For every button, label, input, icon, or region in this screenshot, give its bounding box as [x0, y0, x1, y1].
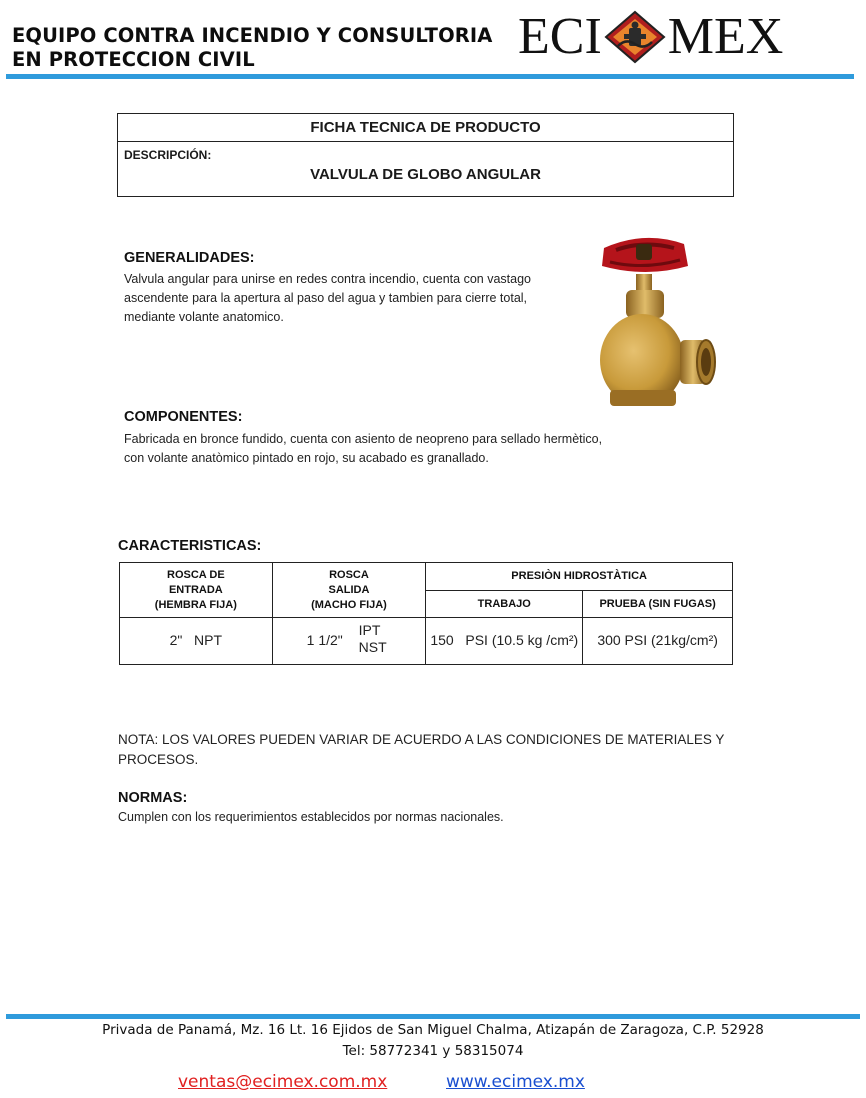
generalidades-line: mediante volante anatomico.: [124, 310, 284, 324]
product-name: VALVULA DE GLOBO ANGULAR: [310, 166, 541, 183]
cell-trabajo: [426, 618, 583, 665]
website-link[interactable]: www.ecimex.mx: [446, 1072, 585, 1092]
header-text: SALIDA: [328, 583, 370, 596]
fire-hydrant-diamond-icon: [604, 10, 666, 64]
header-text: ROSCA: [329, 568, 369, 581]
nota-text: [118, 730, 724, 770]
header-prueba: PRUEBA (SIN FUGAS): [583, 591, 733, 618]
company-name-line-2: EN PROTECCION CIVIL: [12, 48, 255, 71]
cell-salida: [272, 618, 426, 665]
caracteristicas-title: CARACTERISTICAS:: [118, 538, 262, 554]
description-label: DESCRIPCIÓN:: [124, 148, 212, 162]
generalidades-line: Valvula angular para unirse en redes contra incendio, cuenta con vastago: [124, 272, 531, 286]
header-text: ROSCA DE: [167, 568, 225, 581]
characteristics-table: [119, 562, 733, 665]
cell-prueba: [583, 618, 733, 665]
company-name: [12, 24, 492, 72]
header-rosca-salida: [272, 563, 426, 618]
header-trabajo: TRABAJO: [426, 591, 583, 618]
salida-size: 1 1/2": [306, 632, 343, 648]
prueba-value: 300 PSI (21kg/cm²): [597, 632, 718, 648]
componentes-title: COMPONENTES:: [124, 409, 243, 425]
footer-divider: [6, 1014, 860, 1019]
email-link[interactable]: ventas@ecimex.com.mx: [178, 1072, 388, 1092]
componentes-line: con volante anatòmico pintado en rojo, su acabado es granallado.: [124, 451, 489, 465]
cell-entrada: [120, 618, 273, 665]
salida-type-ipt: IPT: [358, 622, 381, 638]
header-rosca-entrada: [120, 563, 273, 618]
header-text: ENTRADA: [168, 583, 223, 596]
angle-globe-valve-icon: [596, 230, 726, 410]
ecimex-logo: [518, 10, 783, 64]
header-text: (MACHO FIJA): [311, 598, 387, 611]
product-sheet-title: FICHA TECNICA DE PRODUCTO: [118, 114, 733, 142]
componentes-line: Fabricada en bronce fundido, cuenta con asiento de neopreno para sellado hermètico,: [124, 432, 603, 446]
normas-title: NORMAS:: [118, 790, 188, 806]
logo-text-left: ECI: [518, 8, 602, 65]
normas-text: Cumplen con los requerimientos establecidos por normas nacionales.: [118, 810, 504, 824]
componentes-text: [124, 430, 602, 468]
trabajo-value: 150 PSI (10.5 kg /cm²): [430, 632, 579, 648]
salida-type-nst: NST: [358, 639, 387, 655]
footer-phones: Tel: 58772341 y 58315074: [342, 1043, 524, 1059]
generalidades-line: ascendente para la apertura al paso del agua y tambien para cierre total,: [124, 291, 528, 305]
header-presion: PRESIÒN HIDROSTÀTICA: [426, 563, 733, 591]
logo-text-right: MEX: [667, 8, 784, 65]
nota-line: NOTA: LOS VALORES PUEDEN VARIAR DE ACUERDO A LAS CONDICIONES DE MATERIALES Y: [118, 732, 725, 747]
entrada-value: 2" NPT: [169, 632, 223, 648]
product-sheet-box: [117, 113, 734, 197]
header-divider: [6, 74, 854, 79]
generalidades-text: [124, 270, 531, 327]
header-text: (HEMBRA FIJA): [154, 598, 237, 611]
footer-address: Privada de Panamá, Mz. 16 Lt. 16 Ejidos de San Miguel Chalma, Atizapán de Zaragoza, C.P. 52928: [102, 1022, 764, 1038]
nota-line: PROCESOS.: [118, 752, 199, 767]
company-name-line-1: EQUIPO CONTRA INCENDIO Y CONSULTORIA: [12, 24, 493, 47]
generalidades-title: GENERALIDADES:: [124, 250, 255, 266]
